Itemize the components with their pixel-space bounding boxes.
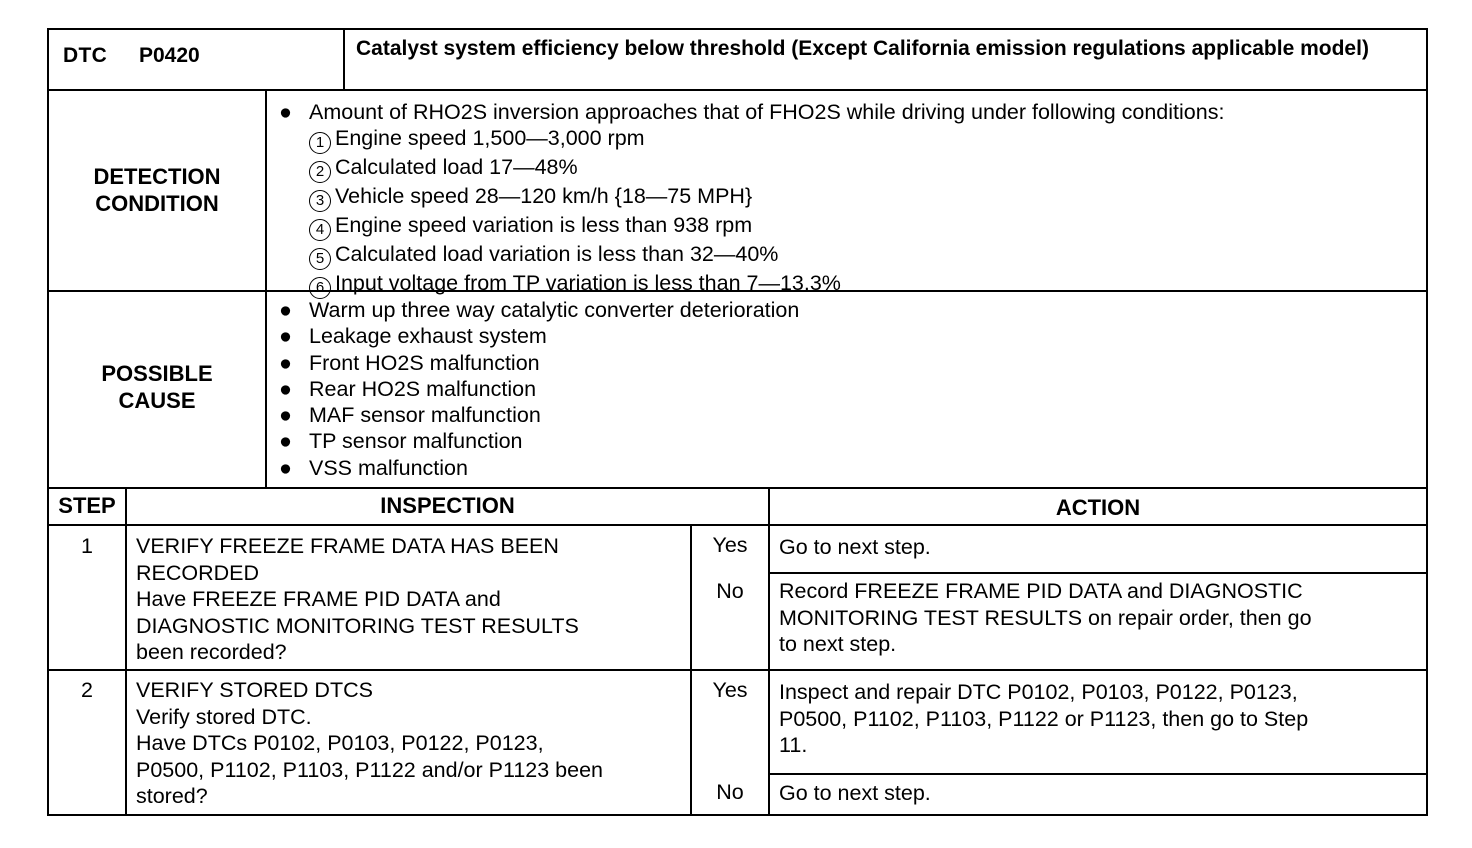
column-header-step: STEP xyxy=(58,493,116,518)
no-label: No xyxy=(716,579,744,603)
divider xyxy=(49,669,1426,671)
action-text: Go to next step. xyxy=(779,781,931,805)
step-number: 1 xyxy=(81,534,93,558)
divider xyxy=(768,773,1426,775)
divider xyxy=(49,487,1426,489)
divider xyxy=(125,487,127,816)
action-text: Go to next step. xyxy=(779,535,931,559)
inspection-text: VERIFY FREEZE FRAME DATA HAS BEEN RECORDED Have FREEZE FRAME PID DATA and DIAGNOSTIC MONITORING TEST RESULTS been recorded? xyxy=(136,534,579,664)
divider xyxy=(768,487,770,816)
list-item: ● Front HO2S malfunction xyxy=(279,350,540,375)
condition-item: 5 Calculated load variation is less than 32—40% xyxy=(275,241,1224,270)
yes-label: Yes xyxy=(712,678,748,702)
detection-condition-label: DETECTION CONDITION xyxy=(93,164,221,216)
possible-cause-list xyxy=(275,297,799,481)
divider xyxy=(49,89,1426,91)
list-item: ● Amount of RHO2S inversion approaches that of FHO2S while driving under following conditions: xyxy=(279,100,1225,124)
no-label: No xyxy=(716,780,744,804)
list-item: ● Rear HO2S malfunction xyxy=(279,376,537,401)
divider xyxy=(49,524,1426,526)
possible-cause-label: POSSIBLE CAUSE xyxy=(101,361,213,413)
yes-label: Yes xyxy=(712,533,748,557)
step-number: 2 xyxy=(81,678,93,702)
dtc-label: DTC xyxy=(63,44,108,67)
list-item: ● MAF sensor malfunction xyxy=(279,403,541,428)
list-item: ● TP sensor malfunction xyxy=(279,429,523,454)
dtc-title: Catalyst system efficiency below threshold (Except California emission regulations applicable model) xyxy=(356,37,1369,60)
list-item: ● Warm up three way catalytic converter deterioration xyxy=(279,298,800,322)
column-header-action: ACTION xyxy=(1055,495,1141,520)
list-item: ● VSS malfunction xyxy=(279,455,468,480)
condition-item: 1 Engine speed 1,500—3,000 rpm xyxy=(275,125,1224,154)
list-item: ● Leakage exhaust system xyxy=(279,324,547,349)
condition-item: 4 Engine speed variation is less than 938 rpm xyxy=(275,212,1224,241)
condition-item: 6 Input voltage from TP variation is less than 7—13.3% xyxy=(275,270,1224,299)
column-header-inspection: INSPECTION xyxy=(380,493,515,518)
divider xyxy=(690,524,692,816)
dtc-procedure-sheet xyxy=(47,28,1428,816)
divider xyxy=(343,30,345,89)
divider xyxy=(265,89,267,487)
dtc-code: P0420 xyxy=(139,44,200,67)
divider xyxy=(768,572,1426,574)
inspection-text: VERIFY STORED DTCS Verify stored DTC. Have DTCs P0102, P0103, P0122, P0123, P0500, P1102, P1103, P1122 and/or P1123 been stored? xyxy=(136,678,604,808)
action-text: Inspect and repair DTC P0102, P0103, P0122, P0123, P0500, P1102, P1103, P1122 or P1123, then go to Step 11. xyxy=(779,680,1309,757)
action-text: Record FREEZE FRAME PID DATA and DIAGNOSTIC MONITORING TEST RESULTS on repair order, then go to next step. xyxy=(779,579,1312,656)
condition-item: 3 Vehicle speed 28—120 km/h {18—75 MPH} xyxy=(275,183,1224,212)
detection-condition-list xyxy=(275,99,1224,299)
condition-item: 2 Calculated load 17—48% xyxy=(275,154,1224,183)
